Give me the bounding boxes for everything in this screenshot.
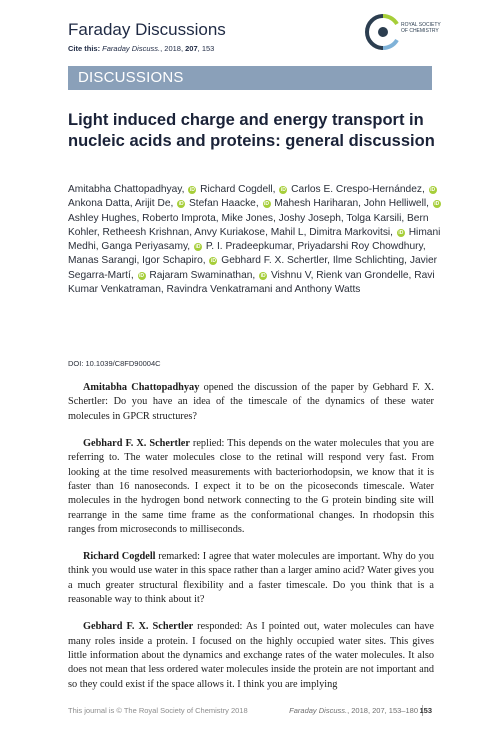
page-number: 153 <box>419 706 432 715</box>
orcid-icon[interactable]: iD <box>139 272 145 279</box>
author-group: Amitabha Chattopadhyay, <box>68 184 185 195</box>
orcid-icon[interactable]: iD <box>210 258 216 265</box>
speaker-name: Gebhard F. X. Schertler <box>83 437 190 449</box>
discussion-paragraph <box>68 437 434 538</box>
author-group: Stefan Haacke, <box>189 198 259 210</box>
paragraph-text: responded: As I pointed out, water molecules can have many roles inside a protein. I focused on the highly occupied water sites. This gives little information about the dynamics and exchange rates of the water molecules. It also does not mean that less ordered water molecules inside the protein are not important and so they could exist if the space allows it. I think you are implying <box>68 621 434 690</box>
footer-citation <box>289 706 418 715</box>
footer-copyright: This journal is © The Royal Society of Chemistry 2018 <box>68 706 248 715</box>
author-list <box>68 183 443 297</box>
paragraph-text: opened the discussion of the paper by Gebhard F. X. Schertler: Do you have an idea of the timescale of the dynamics of these water molecules in GPCR structures? <box>68 382 434 422</box>
cite-year: , 2018, <box>160 44 186 53</box>
cite-prefix: Cite this: <box>68 44 103 53</box>
citation-line <box>68 44 214 53</box>
orcid-icon[interactable]: iD <box>280 187 286 193</box>
author-group: Himani Medhi, Ganga Periyasamy, <box>68 226 441 253</box>
banner-label: DISCUSSIONS <box>78 69 184 86</box>
orcid-icon[interactable]: iD <box>260 272 266 279</box>
cite-journal: Faraday Discuss. <box>102 44 161 53</box>
page-footer <box>68 706 432 718</box>
orcid-icon[interactable]: iD <box>195 244 201 251</box>
svg-text:ROYAL SOCIETY: ROYAL SOCIETY <box>401 22 441 28</box>
speaker-name: Amitabha Chattopadhyay <box>83 382 200 393</box>
article-title: Light induced charge and energy transport in nucleic acids and proteins: general discussion <box>68 111 435 150</box>
author-group: Richard Cogdell, <box>200 184 276 195</box>
speaker-name: Richard Cogdell <box>83 551 156 563</box>
paragraph-text: remarked: I agree that water molecules are important. Why do you think you would use water in this space rather than a larger amino acid? Water gives you a much greater structural flexibility and a faster timescale. Do you think that is a reasonable way to think about it? <box>68 551 434 606</box>
cite-pages: , 153 <box>197 44 215 53</box>
doi-line[interactable]: DOI: 10.1039/C8FD90004C <box>68 359 161 368</box>
author-group: Gebhard F. X. Schertler, Ilme Schlichting, Javier Segarra-Martí, <box>68 255 438 281</box>
cite-volume: 207 <box>185 44 198 53</box>
paragraph-text: replied: This depends on the water molecules that you are referring to. The water molecules close to the retinal will respond very fast. From looking at the time resolved measurements with bacteriorhodopsin, we know that it is faster than 16 nanoseconds. I expect it to be on the picoseconds timescale. Water molecules in the hydrogen bond network connecting to the G protein binding site will rearrange in the same time frame as the conformational changes. In rhodopsin this ranges from microseconds to milliseconds. <box>68 437 434 536</box>
rsc-logo-icon <box>369 12 441 52</box>
orcid-icon[interactable]: iD <box>430 187 436 193</box>
author-group: P. I. Pradeepkumar, Priyadarshi Roy Chowdhury, Manas Sarangi, Igor Schapiro, <box>68 241 426 267</box>
footer-citation-rest: , 2018, 207, 153–180 <box>347 706 418 715</box>
section-banner <box>68 66 432 90</box>
journal-name: Faraday Discussions <box>68 20 226 39</box>
discussion-body <box>68 381 434 705</box>
author-group: Ankona Datta, Arijit De, <box>68 198 174 210</box>
orcid-icon[interactable]: iD <box>189 187 195 193</box>
discussion-paragraph <box>68 381 434 424</box>
orcid-icon[interactable]: iD <box>264 201 270 208</box>
orcid-icon[interactable]: iD <box>434 201 440 208</box>
author-group: Mahesh Hariharan, John Helliwell, <box>274 198 429 210</box>
author-group: Ashley Hughes, Roberto Improta, Mike Jones, Joshy Joseph, Tolga Karsili, Bern Kohler, Retheesh Krishnan, Anvy Kuriakose, Mahil L, Dimitra Markovitsi, <box>68 212 429 238</box>
footer-journal: Faraday Discuss. <box>289 706 348 715</box>
discussion-paragraph <box>68 550 434 608</box>
orcid-icon[interactable]: iD <box>398 229 404 236</box>
author-group: Carlos E. Crespo-Hernández, <box>291 184 425 195</box>
discussion-paragraph <box>68 620 434 692</box>
author-group: Rajaram Swaminathan, <box>149 269 256 281</box>
orcid-icon[interactable]: iD <box>178 201 184 208</box>
author-group: Vishnu V, Rienk van Grondelle, Ravi Kumar Venkatraman, Ravindra Venkatramani and Anthony Watts <box>68 269 435 296</box>
speaker-name: Gebhard F. X. Schertler <box>83 621 194 633</box>
svg-text:OF CHEMISTRY: OF CHEMISTRY <box>401 28 439 34</box>
